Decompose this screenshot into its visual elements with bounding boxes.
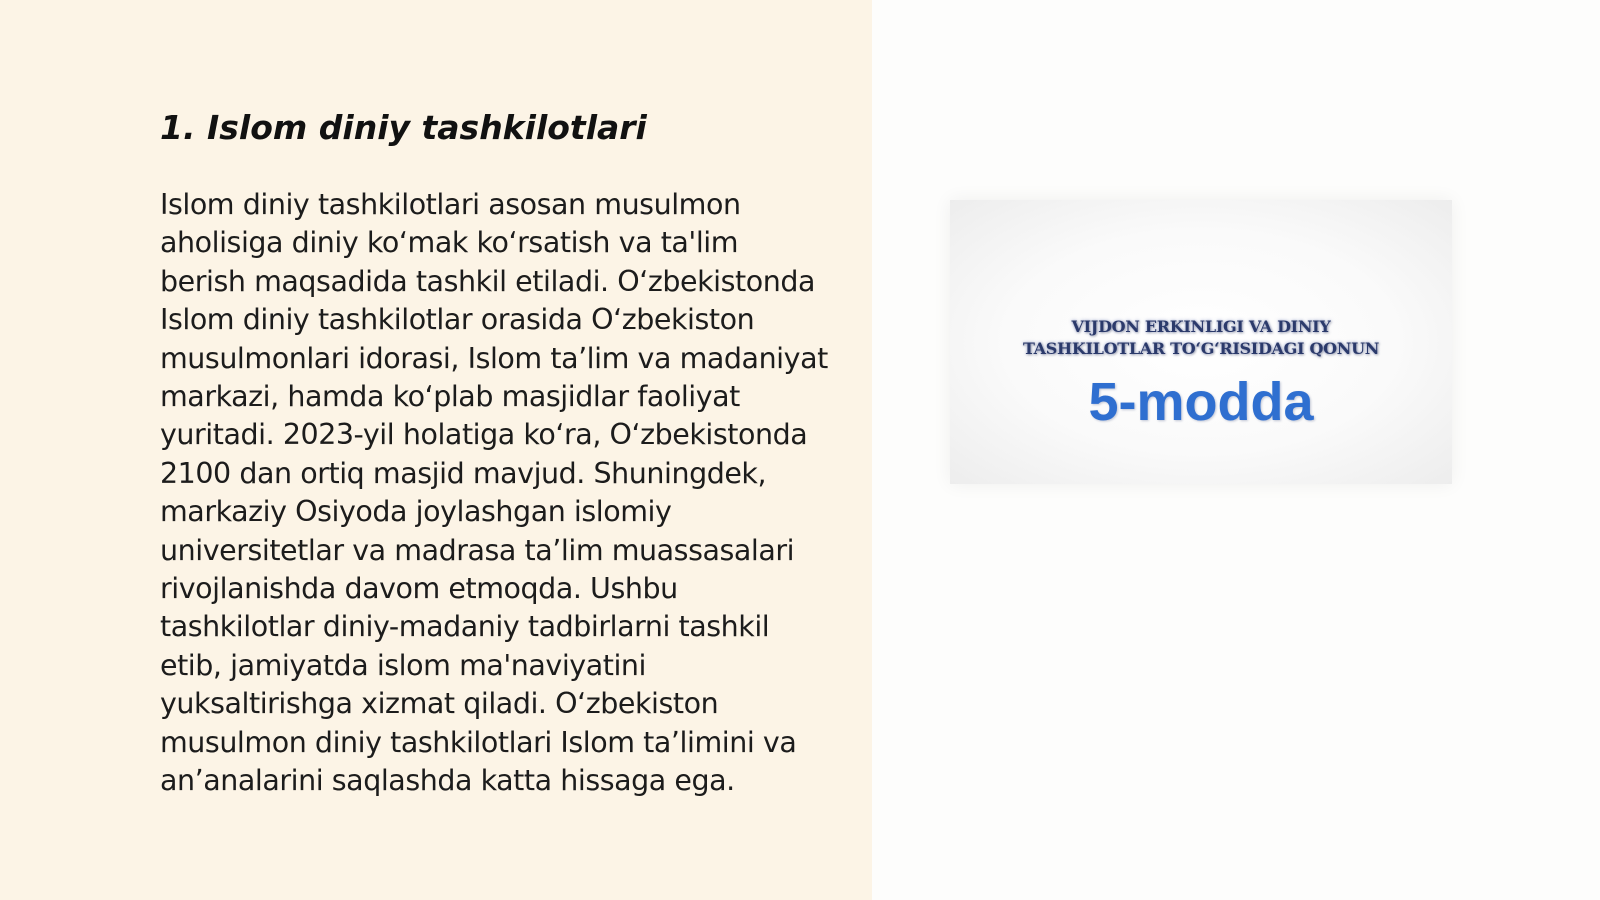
slide-body-text: Islom diniy tashkilotlari asosan musulmon aholisiga diniy koʻmak koʻrsatish va ta'lim berish maqsadida tashkil etiladi. Oʻzbekistonda Islom diniy tashkilotlar orasida Oʻzbekiston musulmonlari idorasi, Islom taʼlim va madaniyat markazi, hamda koʻplab masjidlar faoliyat yuritadi. 2023-yil holatiga koʻra, Oʻzbekistonda 2100 dan ortiq masjid mavjud. Shuningdek, markaziy Osiyoda joylashgan islomiy universitetlar va madrasa taʼlim muassasalari rivojlanishda davom etmoqda. Ushbu tashkilotlar diniy-madaniy tadbirlarni tashkil etib, jamiyatda islom ma'naviyatini yuksaltirishga xizmat qiladi. Oʻzbekiston musulmon diniy tashkilotlari Islom taʼlimini va anʼanalarini saqlashda katta hissaga ega.	[160, 188, 828, 798]
slide-heading: 1. Islom diniy tashkilotlari	[160, 108, 647, 147]
article-label: 5-modda	[1088, 372, 1314, 432]
law-title-line-1: VIJDON ERKINLIGI VA DINIY	[1071, 317, 1331, 336]
law-article-image	[950, 200, 1452, 484]
law-title-line-2: TASHKILOTLAR TOʻGʻRISIDAGI QONUN	[1022, 339, 1380, 358]
law-title	[950, 316, 1452, 360]
